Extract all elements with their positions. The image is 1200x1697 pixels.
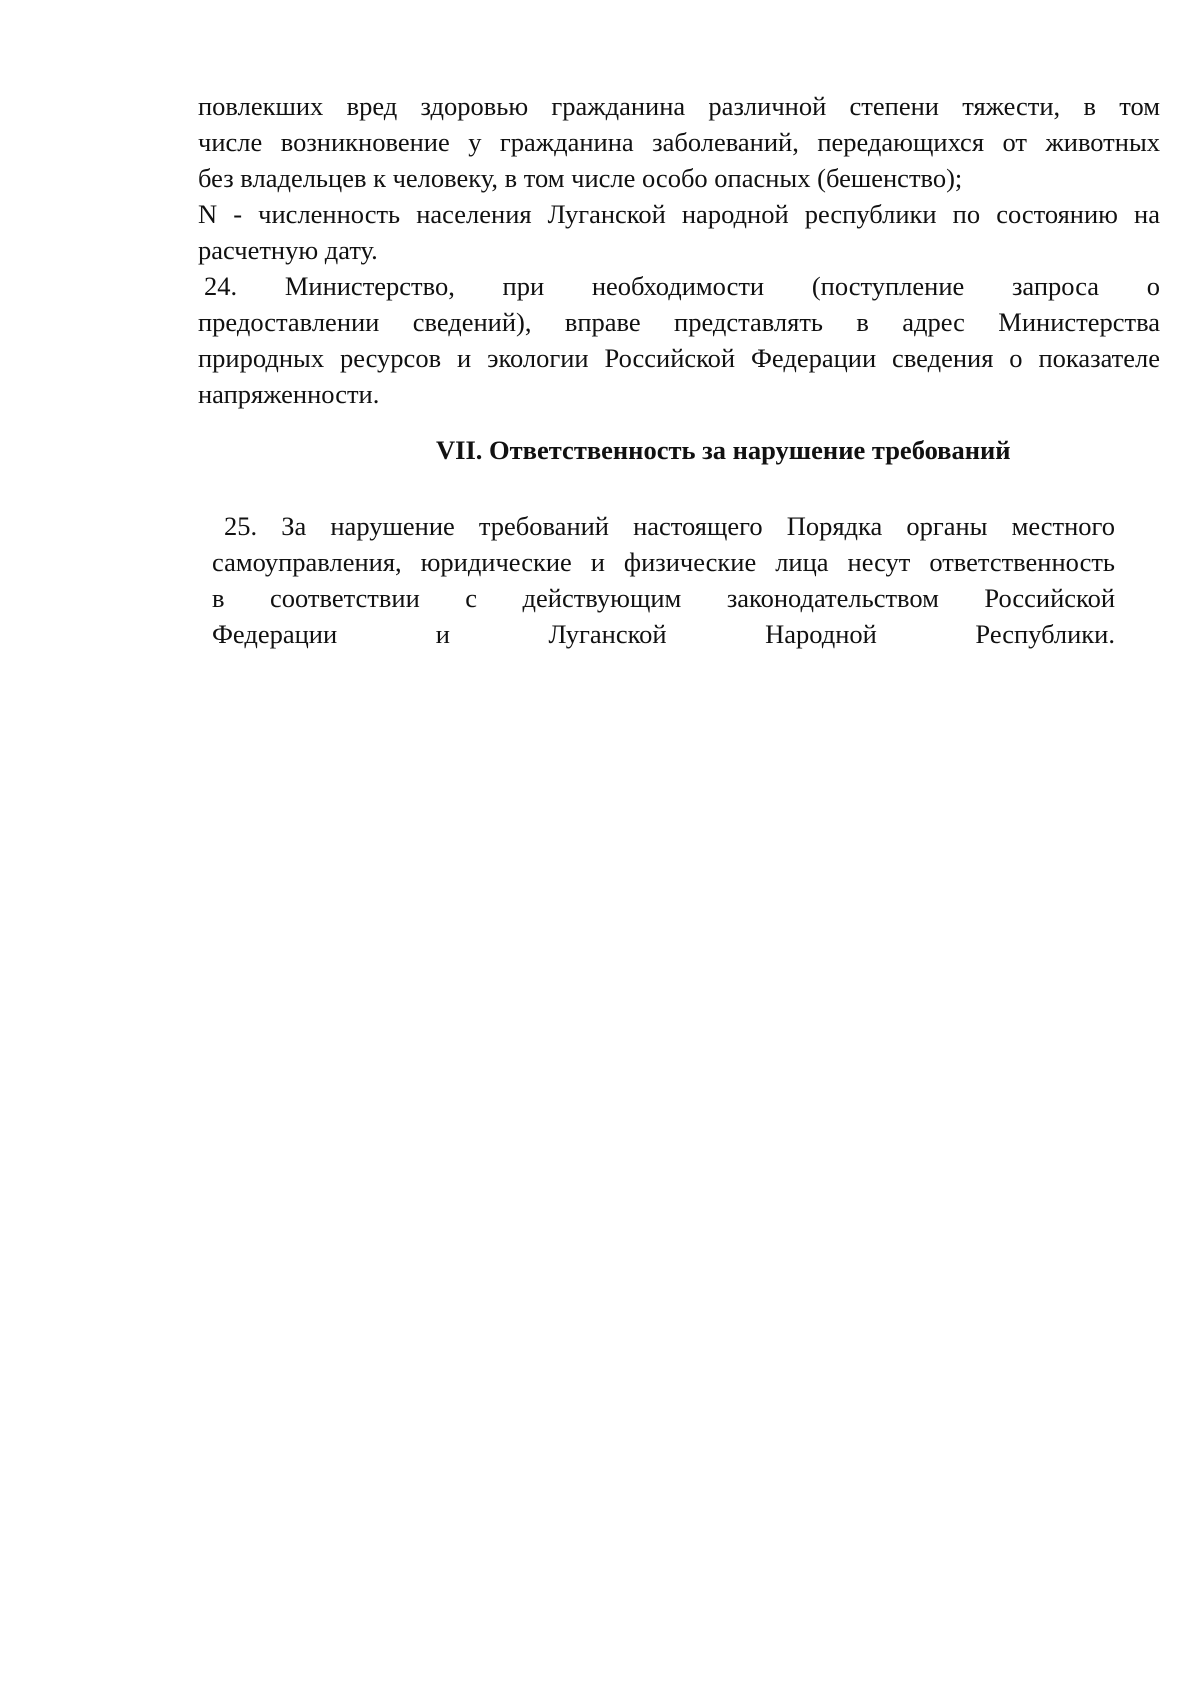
n-definition-line: N - численность населения Луганской народной республики по состоянию на [198,199,1160,229]
item-25-line: в соответствии с действующим законодательством Российской [212,583,1115,613]
paragraph-line: числе возникновение у гражданина заболеваний, передающихся от животных [198,127,1160,157]
item-24-line: 24. Министерство, при необходимости (поступление запроса о [204,271,1160,301]
item-24-line: предоставлении сведений), вправе представлять в адрес Министерства [198,307,1160,337]
item-25-line: Федерации и Луганской Народной Республики. [212,619,1115,649]
item-25-line: 25. За нарушение требований настоящего Порядка органы местного [224,511,1115,541]
item-24-line: природных ресурсов и экологии Российской Федерации сведения о показателе [198,343,1160,373]
item-25-line: самоуправления, юридические и физические лица несут ответственность [212,547,1115,577]
paragraph-line: без владельцев к человеку, в том числе особо опасных (бешенство); [198,163,963,193]
item-24-line: напряженности. [198,379,380,409]
n-definition-line: расчетную дату. [198,235,378,265]
section-heading: VII. Ответственность за нарушение требований [436,435,1011,465]
paragraph-line: повлекших вред здоровью гражданина различной степени тяжести, в том [198,91,1160,121]
